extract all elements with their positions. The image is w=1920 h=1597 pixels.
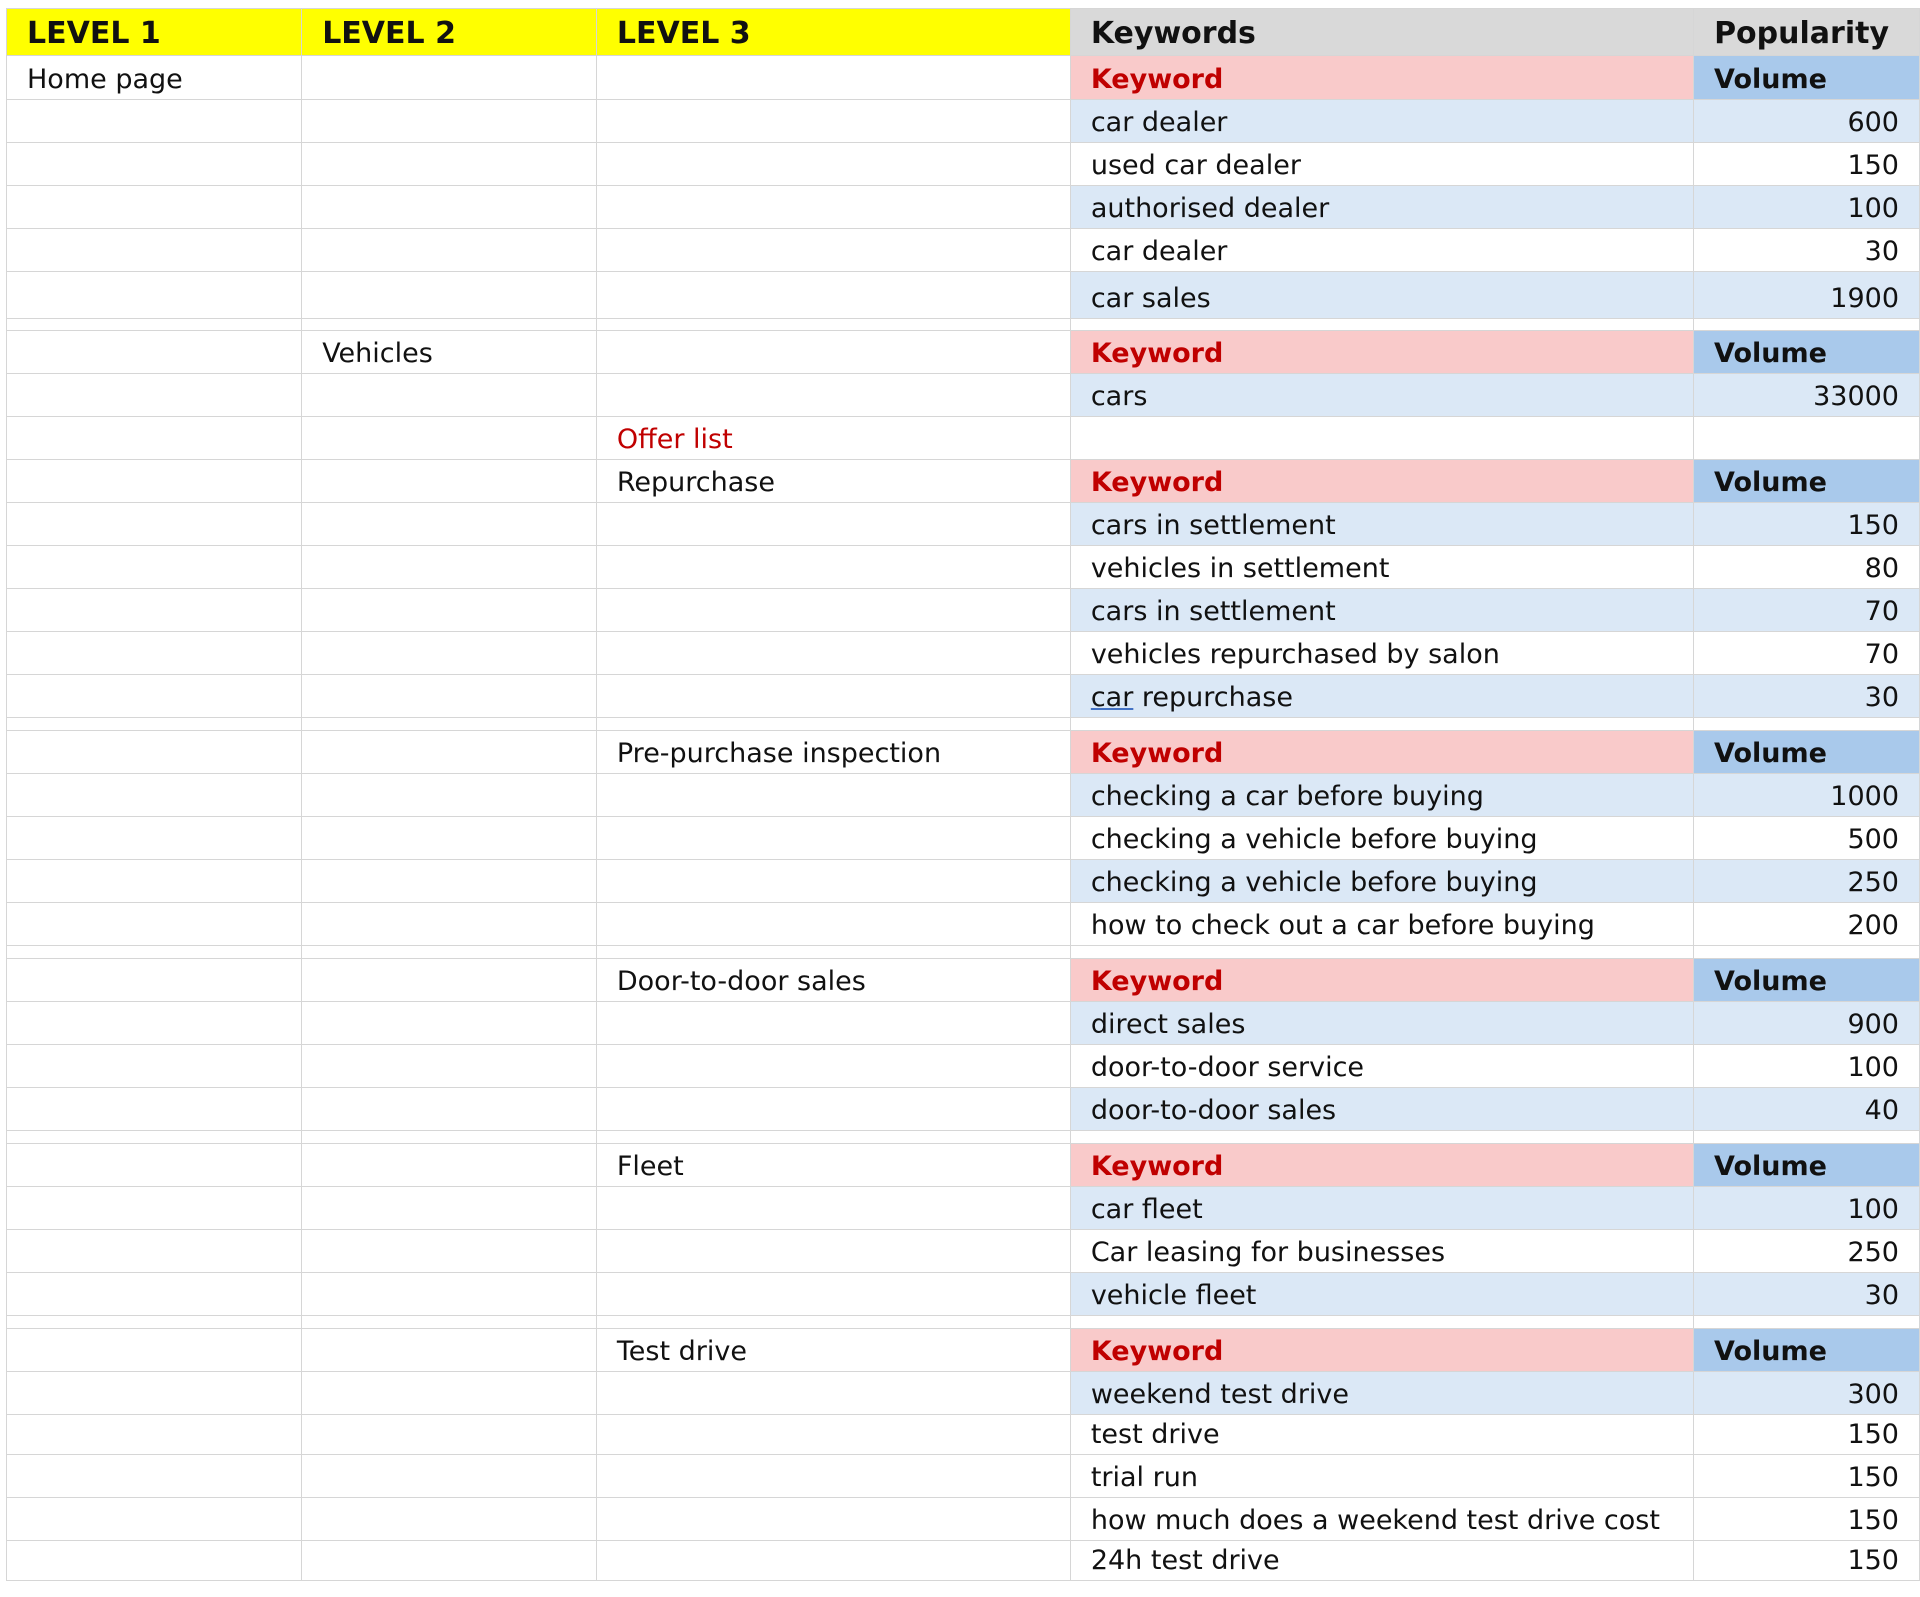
level-2-cell[interactable] (302, 1088, 597, 1131)
volume-cell[interactable]: 70 (1694, 632, 1920, 675)
volume-cell[interactable]: 1900 (1694, 272, 1920, 319)
spellcheck-underlined-word: car (1090, 682, 1134, 713)
level-1-cell[interactable] (7, 319, 302, 331)
level-1-cell[interactable] (7, 503, 302, 546)
level-1-cell[interactable] (7, 1498, 302, 1541)
level-3-cell[interactable] (596, 1187, 1070, 1230)
level-2-cell[interactable] (302, 319, 597, 331)
level-3-cell[interactable] (596, 1002, 1070, 1045)
keyword-cell[interactable]: Car leasing for businesses (1070, 1230, 1693, 1273)
level-1-cell[interactable] (7, 374, 302, 417)
volume-cell[interactable]: 250 (1694, 860, 1920, 903)
volume-cell[interactable]: 30 (1694, 229, 1920, 272)
level-3-cell[interactable] (596, 718, 1070, 731)
keyword-cell[interactable]: checking a vehicle before buying (1070, 860, 1693, 903)
level-1-cell[interactable] (7, 1541, 302, 1581)
level-2-cell[interactable] (302, 903, 597, 946)
volume-cell[interactable]: 250 (1694, 1230, 1920, 1273)
level-2-cell[interactable] (302, 1415, 597, 1455)
keyword-cell[interactable]: car dealer (1070, 100, 1693, 143)
header-level-1[interactable]: LEVEL 1 (7, 9, 302, 56)
level-1-cell[interactable] (7, 589, 302, 632)
header-keywords[interactable]: Keywords (1070, 9, 1693, 56)
volume-label-cell[interactable]: Volume (1694, 331, 1920, 374)
level-3-cell[interactable] (596, 946, 1070, 959)
volume-cell[interactable]: 30 (1694, 675, 1920, 718)
keyword-cell[interactable]: door-to-door sales (1070, 1088, 1693, 1131)
level-1-cell[interactable] (7, 186, 302, 229)
level-1-cell[interactable] (7, 959, 302, 1002)
keyword-spreadsheet (6, 8, 1920, 1581)
level-3-cell[interactable]: Offer list (596, 417, 1070, 460)
level-2-cell[interactable] (302, 143, 597, 186)
level-2-cell[interactable] (302, 1131, 597, 1144)
keyword-cell[interactable]: 24h test drive (1070, 1541, 1693, 1581)
level-1-cell[interactable] (7, 546, 302, 589)
volume-cell[interactable]: 40 (1694, 1088, 1920, 1131)
level-3-cell[interactable] (596, 272, 1070, 319)
keyword-cell[interactable]: weekend test drive (1070, 1372, 1693, 1415)
volume-cell[interactable]: 70 (1694, 589, 1920, 632)
keyword-row (7, 1415, 1920, 1455)
keyword-cell[interactable]: how to check out a car before buying (1070, 903, 1693, 946)
keyword-row (7, 1088, 1920, 1131)
volume-cell[interactable]: 150 (1694, 1455, 1920, 1498)
level-3-cell[interactable]: Door-to-door sales (596, 959, 1070, 1002)
level-3-cell[interactable] (596, 1045, 1070, 1088)
keyword-row (7, 1498, 1920, 1541)
level-3-cell[interactable] (596, 1372, 1070, 1415)
level-2-cell[interactable]: Vehicles (302, 331, 597, 374)
volume-cell[interactable]: 1000 (1694, 774, 1920, 817)
level-1-cell[interactable] (7, 1131, 302, 1144)
volume-cell[interactable] (1694, 946, 1920, 959)
level-2-cell[interactable] (302, 1045, 597, 1088)
keyword-row (7, 229, 1920, 272)
keyword-row (7, 1455, 1920, 1498)
level-2-cell[interactable] (302, 959, 597, 1002)
keyword-row (7, 675, 1920, 718)
level-2-cell[interactable] (302, 56, 597, 100)
volume-cell[interactable]: 200 (1694, 903, 1920, 946)
keyword-row (7, 1273, 1920, 1316)
keyword-label-cell[interactable]: Keyword (1070, 460, 1693, 503)
volume-cell[interactable]: 150 (1694, 503, 1920, 546)
keyword-row (7, 1045, 1920, 1088)
level-2-cell[interactable] (302, 860, 597, 903)
level-2-cell[interactable] (302, 1187, 597, 1230)
level-3-cell[interactable] (596, 100, 1070, 143)
level-3-cell[interactable] (596, 1498, 1070, 1541)
header-row (7, 9, 1920, 56)
keyword-label-cell[interactable]: Keyword (1070, 959, 1693, 1002)
level-1-cell[interactable] (7, 1088, 302, 1131)
volume-cell[interactable] (1694, 1131, 1920, 1144)
level-1-cell[interactable] (7, 1187, 302, 1230)
header-level-2[interactable]: LEVEL 2 (302, 9, 597, 56)
keyword-row (7, 632, 1920, 675)
keyword-cell[interactable]: checking a vehicle before buying (1070, 817, 1693, 860)
volume-cell[interactable] (1694, 417, 1920, 460)
level-2-cell[interactable] (302, 718, 597, 731)
level-2-cell[interactable] (302, 731, 597, 774)
volume-cell[interactable]: 150 (1694, 1498, 1920, 1541)
keyword-cell[interactable] (1070, 1131, 1693, 1144)
header-popularity[interactable]: Popularity (1694, 9, 1920, 56)
keyword-label-cell[interactable]: Keyword (1070, 1329, 1693, 1372)
keyword-cell[interactable] (1070, 319, 1693, 331)
level-1-cell[interactable] (7, 774, 302, 817)
keyword-row (7, 903, 1920, 946)
keyword-row (7, 417, 1920, 460)
level-3-cell[interactable]: Test drive (596, 1329, 1070, 1372)
level-2-cell[interactable] (302, 1498, 597, 1541)
header-level-3[interactable]: LEVEL 3 (596, 9, 1070, 56)
keyword-remainder: repurchase (1133, 682, 1293, 713)
spacer-row (7, 319, 1920, 331)
keyword-cell[interactable]: checking a car before buying (1070, 774, 1693, 817)
keyword-cell[interactable] (1070, 675, 1693, 718)
volume-label-cell[interactable]: Volume (1694, 1329, 1920, 1372)
level-3-cell[interactable] (596, 374, 1070, 417)
level-2-cell[interactable] (302, 1541, 597, 1581)
keyword-row (7, 186, 1920, 229)
volume-cell[interactable]: 80 (1694, 546, 1920, 589)
level-1-cell[interactable] (7, 1144, 302, 1187)
keyword-row (7, 100, 1920, 143)
keyword-cell[interactable]: used car dealer (1070, 143, 1693, 186)
level-2-cell[interactable] (302, 417, 597, 460)
level-1-cell[interactable] (7, 1230, 302, 1273)
level-3-cell[interactable] (596, 675, 1070, 718)
level-3-cell[interactable] (596, 1316, 1070, 1329)
spacer-row (7, 1131, 1920, 1144)
keyword-cell[interactable]: cars (1070, 374, 1693, 417)
level-1-cell[interactable] (7, 417, 302, 460)
level-3-cell[interactable] (596, 1230, 1070, 1273)
level-2-cell[interactable] (302, 817, 597, 860)
keyword-section-header-row (7, 1329, 1920, 1372)
level-3-cell[interactable] (596, 331, 1070, 374)
keyword-label-cell[interactable]: Keyword (1070, 331, 1693, 374)
keyword-section-header-row (7, 460, 1920, 503)
level-3-cell[interactable] (596, 589, 1070, 632)
level-2-cell[interactable] (302, 100, 597, 143)
level-1-cell[interactable] (7, 229, 302, 272)
keyword-row (7, 589, 1920, 632)
keyword-cell[interactable]: cars in settlement (1070, 589, 1693, 632)
keyword-cell[interactable]: car fleet (1070, 1187, 1693, 1230)
level-2-cell[interactable] (302, 186, 597, 229)
volume-cell[interactable]: 150 (1694, 1541, 1920, 1581)
level-2-cell[interactable] (302, 632, 597, 675)
level-3-cell[interactable] (596, 903, 1070, 946)
keyword-row (7, 374, 1920, 417)
level-2-cell[interactable] (302, 460, 597, 503)
level-1-cell[interactable] (7, 143, 302, 186)
keyword-row (7, 1372, 1920, 1415)
volume-cell[interactable]: 100 (1694, 1045, 1920, 1088)
sheet-body (7, 9, 1920, 1581)
volume-label-cell[interactable]: Volume (1694, 56, 1920, 100)
level-1-cell[interactable] (7, 460, 302, 503)
level-2-cell[interactable] (302, 374, 597, 417)
keyword-cell[interactable]: vehicles in settlement (1070, 546, 1693, 589)
keyword-section-header-row (7, 1144, 1920, 1187)
level-3-cell[interactable]: Pre-purchase inspection (596, 731, 1070, 774)
level-3-cell[interactable] (596, 186, 1070, 229)
spacer-row (7, 946, 1920, 959)
volume-cell[interactable]: 900 (1694, 1002, 1920, 1045)
level-1-cell[interactable] (7, 731, 302, 774)
keyword-row (7, 1230, 1920, 1273)
keyword-cell[interactable] (1070, 417, 1693, 460)
volume-cell[interactable] (1694, 1316, 1920, 1329)
level-1-cell[interactable] (7, 1045, 302, 1088)
keyword-cell[interactable]: trial run (1070, 1455, 1693, 1498)
level-2-cell[interactable] (302, 1273, 597, 1316)
volume-cell[interactable] (1694, 718, 1920, 731)
keyword-cell[interactable]: car dealer (1070, 229, 1693, 272)
keyword-cell[interactable] (1070, 946, 1693, 959)
level-3-cell[interactable] (596, 319, 1070, 331)
level-1-cell[interactable] (7, 860, 302, 903)
level-3-cell[interactable] (596, 817, 1070, 860)
level-3-cell[interactable] (596, 56, 1070, 100)
volume-cell[interactable] (1694, 319, 1920, 331)
level-3-cell[interactable] (596, 1088, 1070, 1131)
spacer-row (7, 718, 1920, 731)
level-3-cell[interactable] (596, 860, 1070, 903)
level-1-cell[interactable] (7, 1415, 302, 1455)
keyword-label-cell[interactable]: Keyword (1070, 1144, 1693, 1187)
level-2-cell[interactable] (302, 774, 597, 817)
level-1-cell[interactable] (7, 1002, 302, 1045)
level-1-cell[interactable]: Home page (7, 56, 302, 100)
volume-cell[interactable]: 300 (1694, 1372, 1920, 1415)
volume-label-cell[interactable]: Volume (1694, 1144, 1920, 1187)
keyword-row (7, 503, 1920, 546)
level-1-cell[interactable] (7, 1372, 302, 1415)
keyword-cell[interactable]: how much does a weekend test drive cost (1070, 1498, 1693, 1541)
keyword-section-header-row (7, 959, 1920, 1002)
volume-cell[interactable]: 30 (1694, 1273, 1920, 1316)
level-1-cell[interactable] (7, 272, 302, 319)
level-1-cell[interactable] (7, 903, 302, 946)
keyword-section-header-row (7, 56, 1920, 100)
keyword-row (7, 817, 1920, 860)
level-3-cell[interactable] (596, 503, 1070, 546)
volume-cell[interactable]: 150 (1694, 1415, 1920, 1455)
level-3-cell[interactable] (596, 774, 1070, 817)
keyword-cell[interactable]: vehicles repurchased by salon (1070, 632, 1693, 675)
level-2-cell[interactable] (302, 1329, 597, 1372)
keyword-cell[interactable]: vehicle fleet (1070, 1273, 1693, 1316)
volume-label-cell[interactable]: Volume (1694, 460, 1920, 503)
volume-label-cell[interactable]: Volume (1694, 731, 1920, 774)
keyword-cell[interactable]: direct sales (1070, 1002, 1693, 1045)
spacer-row (7, 1316, 1920, 1329)
keyword-cell[interactable]: car sales (1070, 272, 1693, 319)
level-3-cell[interactable]: Fleet (596, 1144, 1070, 1187)
keyword-cell[interactable]: test drive (1070, 1415, 1693, 1455)
level-2-cell[interactable] (302, 1230, 597, 1273)
level-1-cell[interactable] (7, 100, 302, 143)
level-2-cell[interactable] (302, 589, 597, 632)
level-3-cell[interactable] (596, 143, 1070, 186)
level-2-cell[interactable] (302, 946, 597, 959)
volume-cell[interactable]: 100 (1694, 1187, 1920, 1230)
level-3-cell[interactable] (596, 1131, 1070, 1144)
level-3-cell[interactable] (596, 1273, 1070, 1316)
level-2-cell[interactable] (302, 546, 597, 589)
level-3-cell[interactable]: Repurchase (596, 460, 1070, 503)
volume-cell[interactable]: 33000 (1694, 374, 1920, 417)
keyword-section-header-row (7, 731, 1920, 774)
level-1-cell[interactable] (7, 1273, 302, 1316)
level-2-cell[interactable] (302, 1316, 597, 1329)
volume-cell[interactable]: 600 (1694, 100, 1920, 143)
level-3-cell[interactable] (596, 1541, 1070, 1581)
level-2-cell[interactable] (302, 1002, 597, 1045)
keyword-row (7, 546, 1920, 589)
volume-cell[interactable]: 100 (1694, 186, 1920, 229)
level-1-cell[interactable] (7, 1316, 302, 1329)
level-2-cell[interactable] (302, 1455, 597, 1498)
keyword-cell[interactable]: cars in settlement (1070, 503, 1693, 546)
level-3-cell[interactable] (596, 546, 1070, 589)
level-2-cell[interactable] (302, 1372, 597, 1415)
level-1-cell[interactable] (7, 1329, 302, 1372)
keyword-row (7, 1541, 1920, 1581)
level-3-cell[interactable] (596, 229, 1070, 272)
keyword-cell[interactable]: authorised dealer (1070, 186, 1693, 229)
level-1-cell[interactable] (7, 1455, 302, 1498)
level-1-cell[interactable] (7, 632, 302, 675)
keyword-cell[interactable] (1070, 1316, 1693, 1329)
level-1-cell[interactable] (7, 718, 302, 731)
keyword-cell[interactable]: door-to-door service (1070, 1045, 1693, 1088)
keyword-section-header-row (7, 331, 1920, 374)
keyword-row (7, 860, 1920, 903)
keyword-label-cell[interactable]: Keyword (1070, 731, 1693, 774)
keyword-row (7, 272, 1920, 319)
level-2-cell[interactable] (302, 229, 597, 272)
keyword-row (7, 774, 1920, 817)
level-3-cell[interactable] (596, 632, 1070, 675)
level-2-cell[interactable] (302, 503, 597, 546)
keyword-row (7, 1002, 1920, 1045)
keyword-label-cell[interactable]: Keyword (1070, 56, 1693, 100)
level-3-cell[interactable] (596, 1415, 1070, 1455)
volume-cell[interactable]: 150 (1694, 143, 1920, 186)
keyword-row (7, 1187, 1920, 1230)
level-1-cell[interactable] (7, 817, 302, 860)
level-1-cell[interactable] (7, 946, 302, 959)
level-2-cell[interactable] (302, 272, 597, 319)
level-2-cell[interactable] (302, 1144, 597, 1187)
level-2-cell[interactable] (302, 675, 597, 718)
keyword-cell[interactable] (1070, 718, 1693, 731)
volume-label-cell[interactable]: Volume (1694, 959, 1920, 1002)
level-3-cell[interactable] (596, 1455, 1070, 1498)
volume-cell[interactable]: 500 (1694, 817, 1920, 860)
level-1-cell[interactable] (7, 675, 302, 718)
level-1-cell[interactable] (7, 331, 302, 374)
keyword-row (7, 143, 1920, 186)
